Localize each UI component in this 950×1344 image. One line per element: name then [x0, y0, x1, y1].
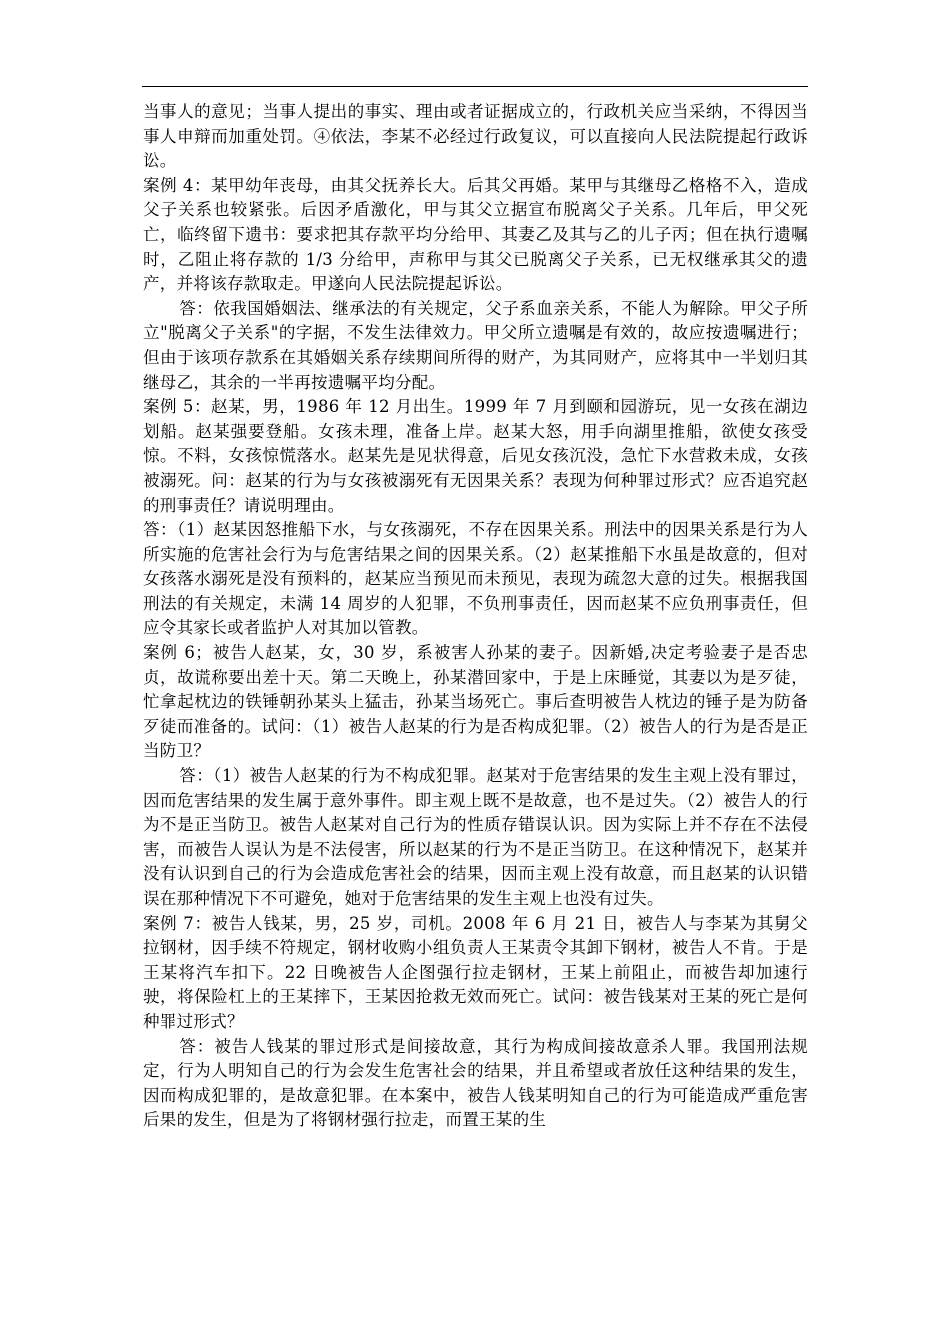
case-6-question: 案例 6；被告人赵某，女，30 岁，系被害人孙某的妻子。因新婚,决定考验妻子是否忠贞，故谎称要出差十天。第二天晚上，孙某潜回家中，于是上床睡觉，其妻以为是歹徒，忙拿起枕边的铁锤朝孙某头上猛击，孙某当场死亡。事后查明被告人枕边的锤子是为防备歹徒而准备的。试问：（1）被告人赵某的行为是否构成犯罪。（2）被告人的行为是否是正当防卫？: [143, 643, 808, 761]
header-rule: [142, 86, 808, 87]
case-6-answer: 答：（1）被告人赵某的行为不构成犯罪。赵某对于危害结果的发生主观上没有罪过，因而危害结果的发生属于意外事件。即主观上既不是故意，也不是过失。（2）被告人的行为不是正当防卫。被告人赵某对自己行为的性质存错误认识。因为实际上并不存在不法侵害，而被告人误认为是不法侵害，所以赵某的行为不是正当防卫。在这种情况下，赵某并没有认识到自己的行为会造成危害社会的结果，因而主观上没有故意，而且赵某的认识错误在那种情况下不可避免，她对于危害结果的发生主观上也没有过失。: [143, 766, 808, 908]
paragraph-continuation: 当事人的意见；当事人提出的事实、理由或者证据成立的，行政机关应当采纳，不得因当事人申辩而加重处罚。④依法，李某不必经过行政复议，可以直接向人民法院提起行政诉讼。: [143, 102, 808, 171]
case-5-question: 案例 5：赵某，男，1986 年 12 月出生。1999 年 7 月到颐和园游玩，见一女孩在湖边划船。赵某强要登船。女孩未理，准备上岸。赵某大怒，用手向湖里推船，欲使女孩受惊。不料，女孩惊慌落水。赵某先是见状得意，后见女孩沉没，急忙下水营救未成，女孩被溺死。问：赵某的行为与女孩被溺死有无因果关系？表现为何种罪过形式？应否追究赵的刑事责任？请说明理由。: [143, 397, 808, 515]
case-4-question: 案例 4：某甲幼年丧母，由其父抚养长大。后其父再婚。某甲与其继母乙格格不入，造成父子关系也较紧张。后因矛盾激化，甲与其父立据宣布脱离父子关系。几年后，甲父死亡，临终留下遗书：要求把其存款平均分给甲、其妻乙及其与乙的儿子丙；但在执行遗嘱时，乙阻止将存款的 1/3 分给甲，声称甲与其父已脱离父子关系，已无权继承其父的遗产，并将该存款取走。甲遂向人民法院提起诉讼。: [143, 175, 808, 294]
case-5-answer: 答：（1）赵某因怒推船下水，与女孩溺死，不存在因果关系。刑法中的因果关系是行为人所实施的危害社会行为与危害结果之间的因果关系。（2）赵某推船下水虽是故意的，但对女孩落水溺死是没有预料的，赵某应当预见而未预见，表现为疏忽大意的过失。根据我国刑法的有关规定，未满 14 周岁的人犯罪，不负刑事责任，因而赵某不应负刑事责任，但应令其家长或者监护人对其加以管教。: [143, 520, 808, 638]
case-4-answer: 答：依我国婚姻法、继承法的有关规定，父子系血亲关系，不能人为解除。甲父子所立"脱离父子关系"的字据，不发生法律效力。甲父所立遗嘱是有效的，故应按遗嘱进行；但由于该项存款系在其婚姻关系存续期间所得的财产，为其同财产，应将其中一半划归其继母乙，其余的一半再按遗嘱平均分配。: [143, 298, 808, 392]
case-7-question: 案例 7：被告人钱某，男，25 岁，司机。2008 年 6 月 21 日，被告人与李某为其舅父拉钢材，因手续不符规定，钢材收购小组负责人王某责令其卸下钢材，被告人不肯。于是王某将汽车扣下。22 日晚被告人企图强行拉走钢材，王某上前阻止，而被告却加速行驶，将保险杠上的王某摔下，王某因抢救无效而死亡。试问：被告钱某对王某的死亡是何种罪过形式？: [143, 913, 808, 1031]
case-7-answer: 答：被告人钱某的罪过形式是间接故意，其行为构成间接故意杀人罪。我国刑法规定，行为人明知自己的行为会发生危害社会的结果，并且希望或者放任这种结果的发生，因而构成犯罪的，是故意犯罪。在本案中，被告人钱某明知自己的行为可能造成严重危害后果的发生，但是为了将钢材强行拉走，而置王某的生: [143, 1036, 808, 1130]
document-body: [143, 100, 808, 1133]
